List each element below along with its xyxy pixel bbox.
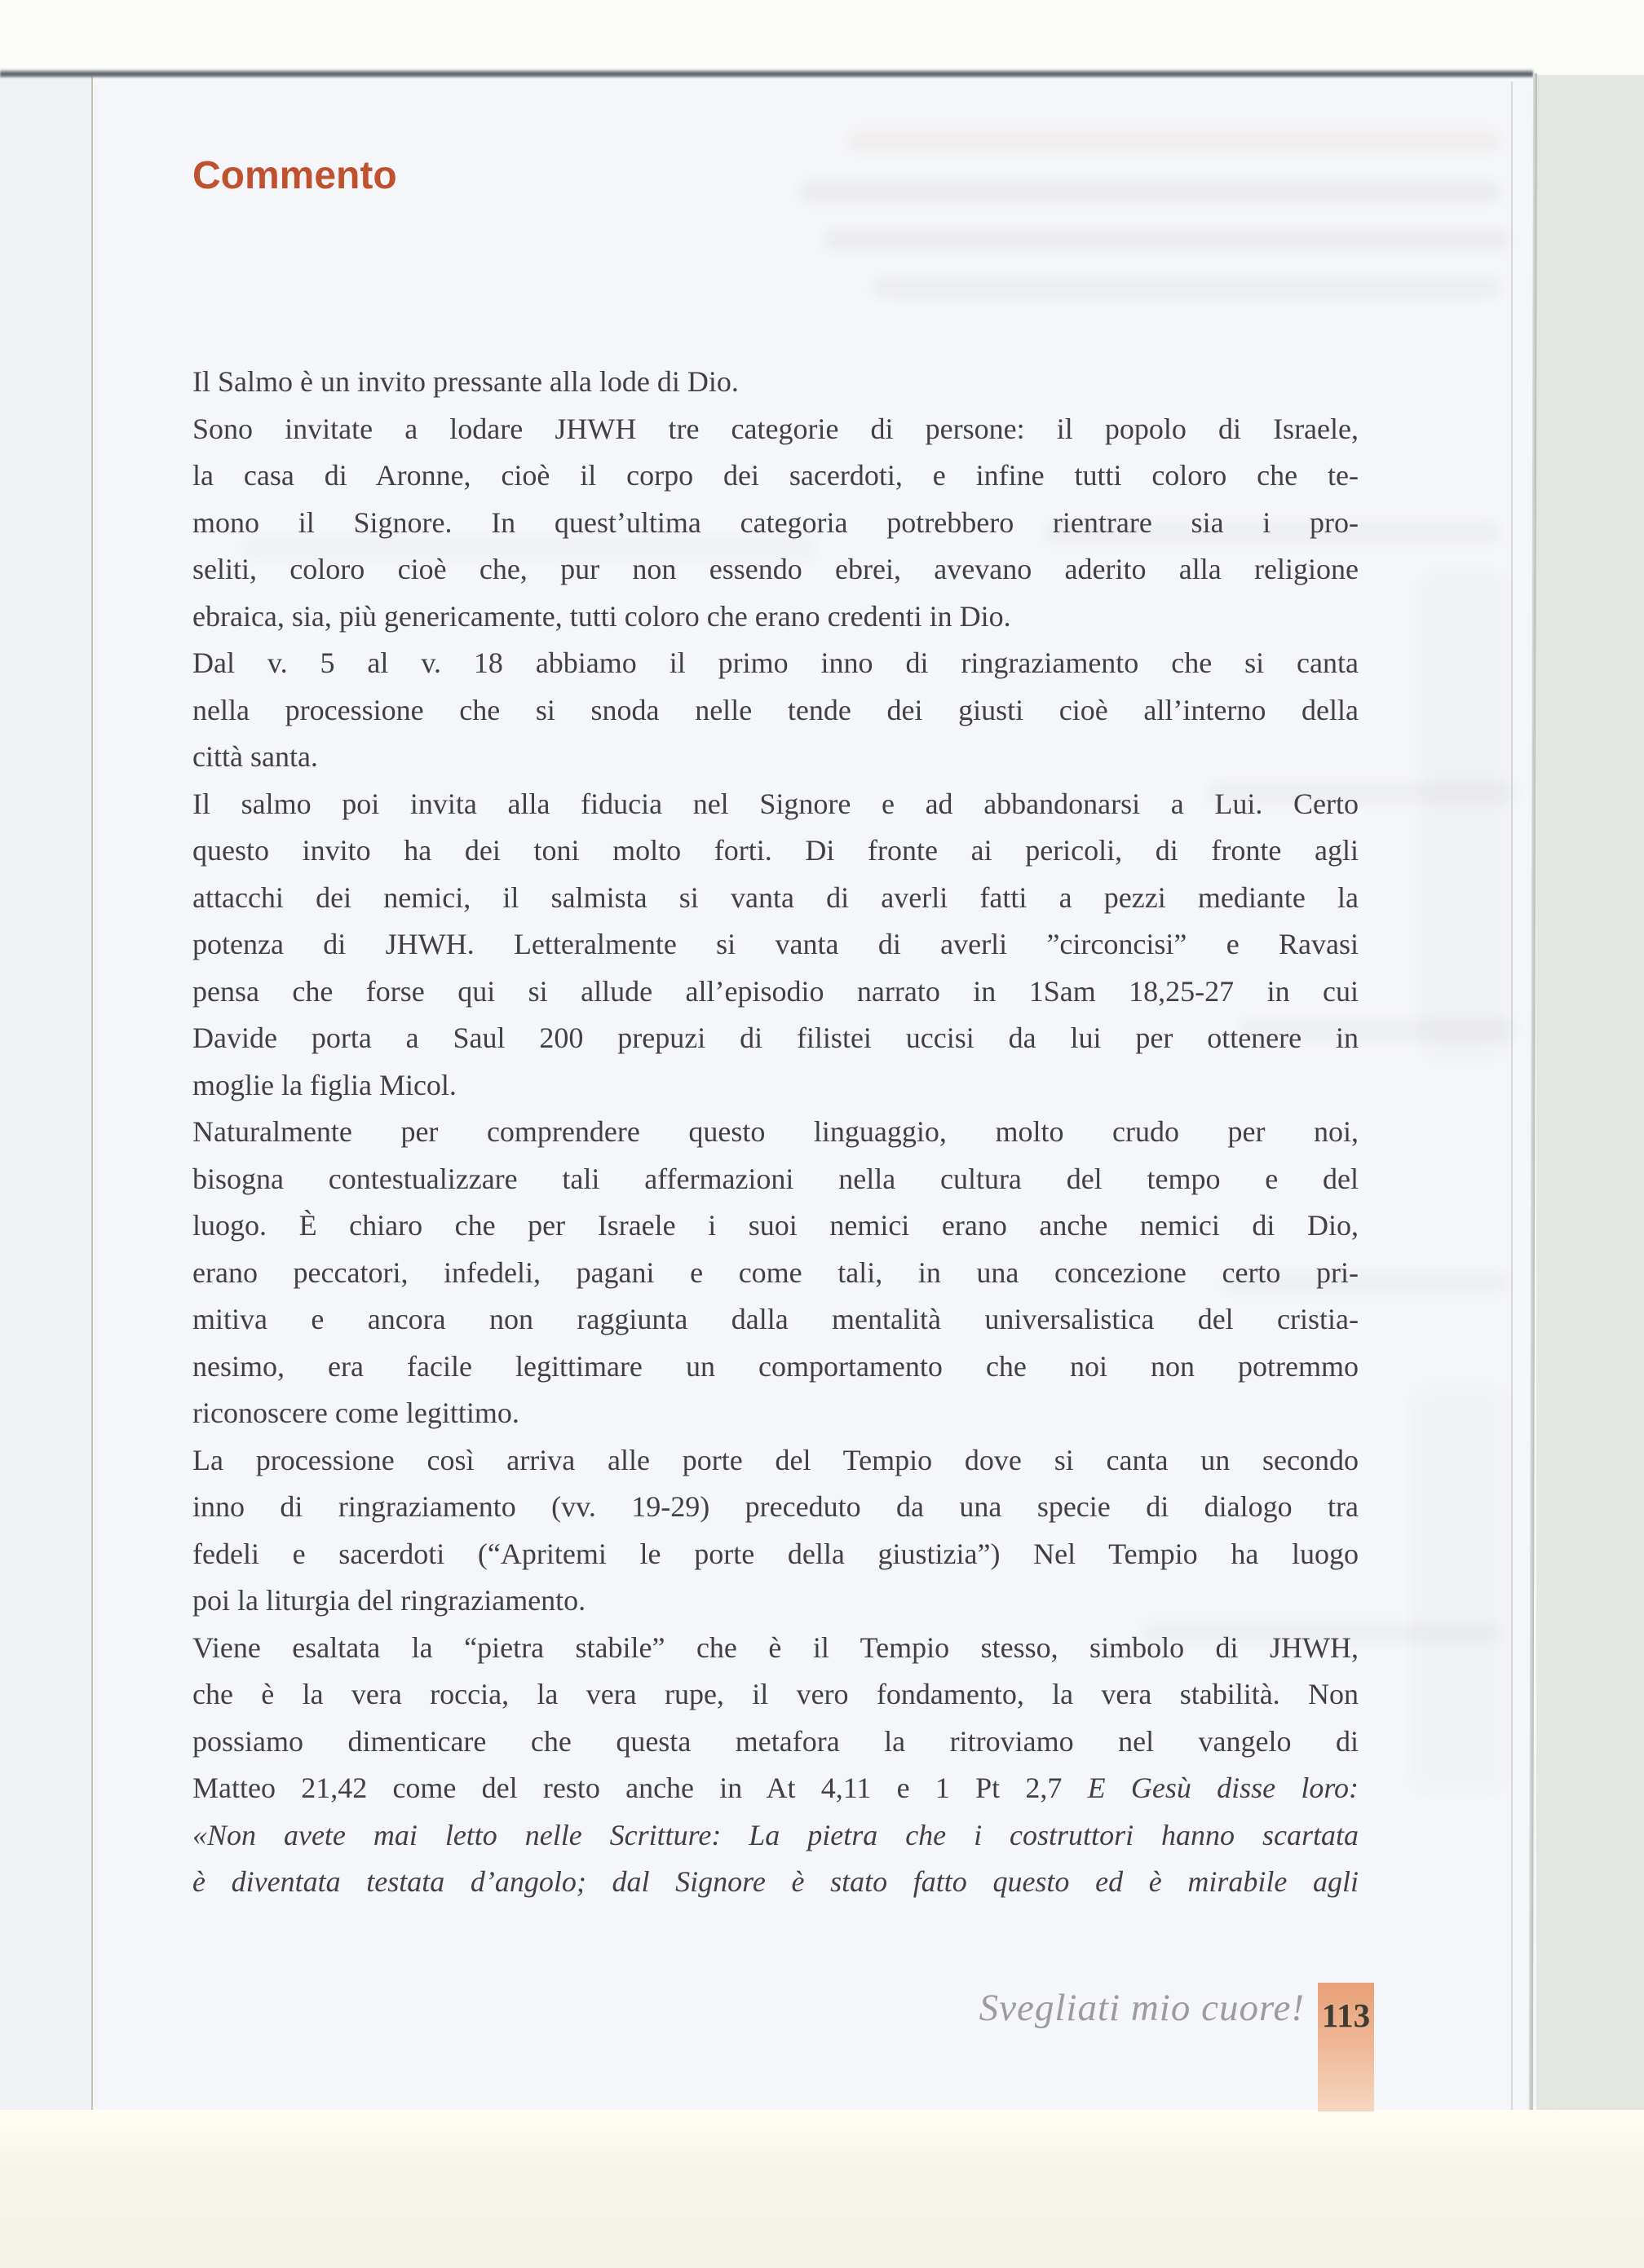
body-text-line: mono il Signore. In quest’ultima categoria potrebbero rientrare sia i pro- [192,505,1359,539]
body-text-line: che è la vera roccia, la vera rupe, il vero fondamento, la vera stabilità. Non [192,1678,1359,1710]
show-through-ghost [1419,571,1509,1060]
page-gutter-crease [91,75,93,2110]
body-text-line: ebraica, sia, più genericamente, tutti coloro che erano credenti in Dio. [192,599,1011,633]
body-text-line: «Non avete mai letto nelle Scritture: La pietra che i costruttori hanno scartata [192,1818,1359,1851]
body-text-line: moglie la figlia Micol. [192,1068,457,1101]
body-text-line: La processione così arriva alle porte del Tempio dove si canta un secondo [192,1443,1359,1476]
page-gutter-shading [0,75,91,2110]
body-text-line: bisogna contestualizzare tali affermazioni nella cultura del tempo e del [192,1162,1359,1195]
body-text-line: attacchi dei nemici, il salmista si vanta di averli fatti a pezzi mediante la [192,880,1359,914]
body-text-line: nesimo, era facile legittimare un comportamento che noi non potremmo [192,1349,1359,1383]
page-number: 113 [1321,1997,1371,2034]
body-text-line: Il salmo poi invita alla fiducia nel Signore e ad abbandonarsi a Lui. Certo [192,787,1359,820]
scanner-background-top [0,0,1644,75]
page-top-edge-shadow [0,69,1533,77]
show-through-ghost [824,229,1509,250]
body-text-line: città santa. [192,740,318,773]
body-text-line: poi la liturgia del ringraziamento. [192,1584,586,1617]
body-text-line: Dal v. 5 al v. 18 abbiamo il primo inno di ringraziamento che si canta [192,646,1359,679]
body-text-line: fedeli e sacerdoti (“Apritemi le porte della giustizia”) Nel Tempio ha luogo [192,1537,1359,1570]
body-text-line: inno di ringraziamento (vv. 19-29) preceduto da una specie di dialogo tra [192,1490,1359,1523]
body-text-line: Naturalmente per comprendere questo linguaggio, molto crudo per noi, [192,1115,1359,1148]
body-text-line: seliti, coloro cioè che, pur non essendo ebrei, avevano aderito alla religione [192,553,1359,585]
body-text-line: erano peccatori, infedeli, pagani e come tali, in una concezione certo pri- [192,1255,1359,1289]
body-text-line: possiamo dimenticare che questa metafora la ritroviamo nel vangelo di [192,1724,1359,1758]
body-text-line: mitiva e ancora non raggiunta dalla mentalità universalistica del cristia- [192,1303,1359,1335]
scanner-background-bottom [0,2110,1644,2268]
underlying-sheet-edge [1511,82,1513,2110]
show-through-ghost [873,277,1500,298]
body-text-line: è diventata testata d’angolo; dal Signore è stato fatto questo ed è mirabile agli [192,1865,1359,1898]
show-through-ghost [848,130,1500,152]
show-through-ghost [799,181,1500,202]
body-text-line: Il Salmo è un invito pressante alla lode di Dio. [192,365,739,398]
body-text-line: pensa che forse qui si allude all’episodio narrato in 1Sam 18,25-27 in cui [192,974,1359,1008]
body-text-line: Matteo 21,42 come del resto anche in At 4,11 e 1 Pt 2,7 E Gesù disse loro: [192,1772,1359,1804]
body-text-line: luogo. È chiaro che per Israele i suoi nemici erano anche nemici di Dio, [192,1209,1359,1242]
footer-motto: Svegliati mio cuore! [979,1987,1305,2029]
show-through-ghost [1411,1386,1509,1794]
body-text-line: potenza di JHWH. Letteralmente si vanta di averli ”circoncisi” e Ravasi [192,928,1359,960]
body-text-line: la casa di Aronne, cioè il corpo dei sacerdoti, e infine tutti coloro che te- [192,459,1359,492]
body-text-line: questo invito ha dei toni molto forti. Di fronte ai pericoli, di fronte agli [192,834,1359,867]
body-text-line: riconoscere come legittimo. [192,1397,519,1429]
section-heading: Commento [192,154,397,197]
page-number-badge [1318,1983,1374,2111]
body-text [192,359,1359,1906]
body-text-line: Viene esaltata la “pietra stabile” che è il Tempio stesso, simbolo di JHWH, [192,1630,1359,1664]
body-text-line: Davide porta a Saul 200 prepuzi di filistei uccisi da lui per ottenere in [192,1021,1359,1054]
body-text-line: nella processione che si snoda nelle tende dei giusti cioè all’interno della [192,693,1359,726]
body-text-line: Sono invitate a lodare JHWH tre categorie di persone: il popolo di Israele, [192,412,1359,445]
